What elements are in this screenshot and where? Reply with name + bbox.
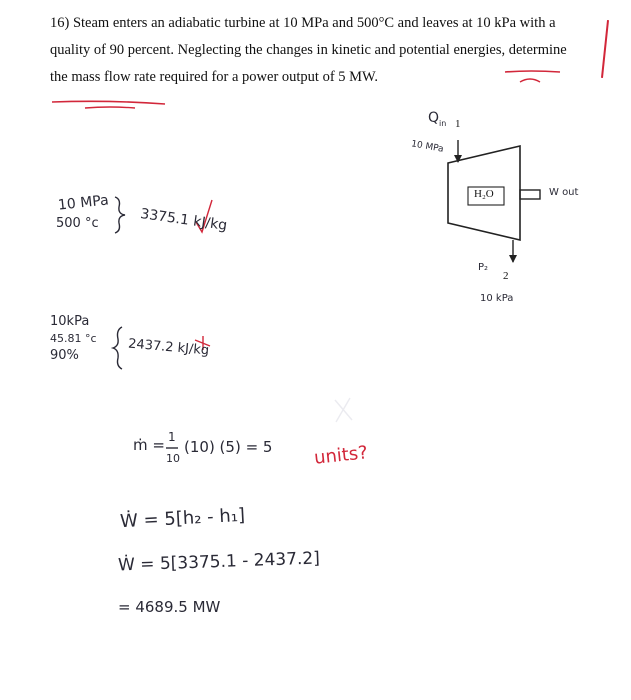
- heat-in-label: $Q_{in}$: [428, 110, 447, 128]
- underline-determine: [505, 71, 560, 72]
- outlet-enthalpy: 2437.2 kJ/kg: [127, 336, 210, 359]
- inlet-pressure: 10 MPa: [57, 192, 110, 214]
- power-equation-1: Ẇ = 5[h₂ - h₁]: [119, 504, 246, 533]
- work-out-label: W out: [549, 187, 579, 198]
- inlet-enthalpy: 3375.1 kJ/kg: [139, 205, 229, 235]
- mdot-equation-rhs: (10) (5) = 5: [184, 438, 273, 456]
- inlet-pressure-note: 10 MPa: [410, 139, 445, 155]
- power-result: = 4689.5 MW: [118, 598, 221, 616]
- outlet-pressure: 10kPa: [50, 314, 90, 329]
- state-1-label: 1: [455, 118, 461, 130]
- underline-mass-flow: [52, 101, 165, 104]
- mdot-frac-den: 10: [166, 452, 180, 465]
- state-2-label: 2: [503, 270, 509, 282]
- power-equation-2: Ẇ = 5[3375.1 - 2437.2]: [117, 548, 321, 576]
- curl-mark: [520, 79, 540, 82]
- inlet-temperature: 500 °c: [56, 216, 99, 231]
- outlet-quality: 90%: [50, 348, 79, 363]
- mdot-equation-lhs: ṁ =: [133, 436, 165, 454]
- problem-line-1: 16) Steam enters an adiabatic turbine at 10 MPa and 500°C and leaves at 10 kPa with a: [50, 15, 556, 31]
- outlet-pressure-label: P₂: [478, 262, 489, 273]
- problem-line-2: quality of 90 percent. Neglecting the changes in kinetic and potential energies, determine: [50, 42, 567, 58]
- fluid-label: H₂O: [474, 188, 494, 200]
- outlet-pressure-note: 10 kPa: [480, 293, 514, 304]
- mdot-frac-num: 1: [168, 430, 176, 444]
- problem-line-3: the mass flow rate required for a power output of 5 MW.: [50, 69, 379, 85]
- underline-mass-flow-2: [85, 107, 135, 108]
- outlet-temperature: 45.81 °c: [50, 332, 97, 345]
- units-question: units?: [313, 442, 369, 469]
